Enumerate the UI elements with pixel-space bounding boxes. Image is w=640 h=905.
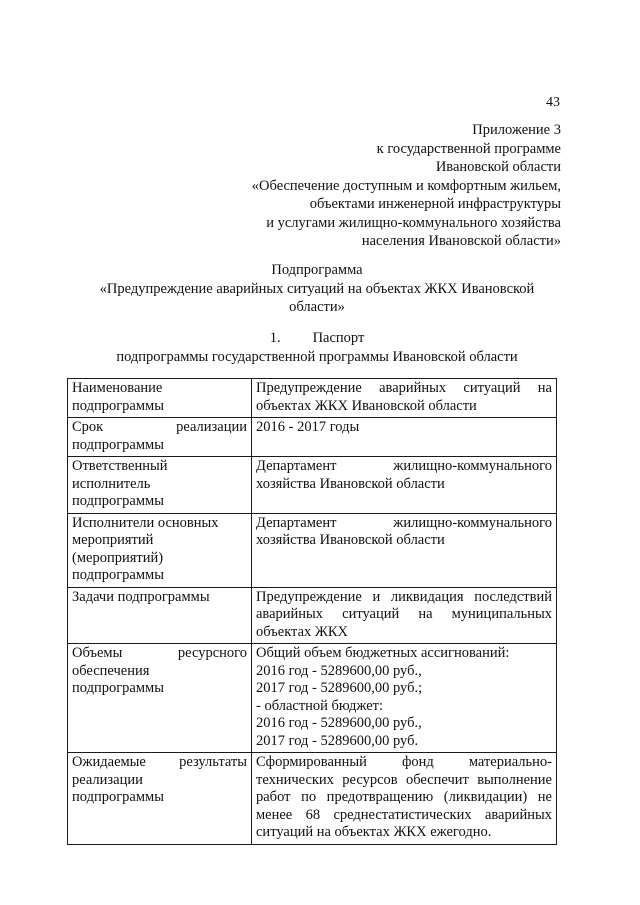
row-value: 2016 - 2017 годы <box>252 418 557 457</box>
table-row <box>68 457 557 514</box>
row-value: Предупреждение и ликвидация последствий аварийных ситуаций на муниципальных объектах ЖКХ <box>252 587 557 644</box>
row-label: Объемы ресурсного обеспечения подпрограммы <box>68 644 252 753</box>
table-row <box>68 513 557 587</box>
appendix-line: и услугами жилищно-коммунального хозяйства <box>266 214 561 231</box>
table-row <box>68 418 557 457</box>
row-label: Наименование подпрограммы <box>68 379 252 418</box>
passport-table <box>67 378 557 845</box>
subprogram-heading: Подпрограмма <box>271 262 363 278</box>
table-row <box>68 644 557 753</box>
passport-heading <box>72 329 562 366</box>
subprogram-title <box>72 261 562 317</box>
table-row <box>68 753 557 845</box>
row-value: Предупреждение аварийных ситуаций на объектах ЖКХ Ивановской области <box>252 379 557 418</box>
section-title: Паспорт <box>312 330 365 346</box>
appendix-line: объектами инженерной инфраструктуры <box>309 196 561 212</box>
row-label: Исполнители основных мероприятий (мероприятий) подпрограммы <box>68 513 252 587</box>
subprogram-title-line: области» <box>289 299 345 315</box>
row-value: Сформированный фонд материально- технических ресурсов обеспечит выполнение работ по предотвращению (ликвидации) не менее 68 среднестатистических аварийных ситуаций на объектах ЖКХ ежегодно. <box>252 753 557 845</box>
row-label: Ответственный исполнитель подпрограммы <box>68 457 252 514</box>
appendix-line: «Обеспечение доступным и комфортным жильем, <box>251 177 561 194</box>
row-value: Общий объем бюджетных ассигнований: 2016 год - 5289600,00 руб., 2017 год - 5289600,00 руб.; - областной бюджет: 2016 год - 5289600,00 руб., 2017 год - 5289600,00 руб. <box>252 644 557 753</box>
table-row <box>68 587 557 644</box>
subprogram-title-line: «Предупреждение аварийных ситуаций на объектах ЖКХ Ивановской <box>99 280 535 297</box>
row-value: Департамент жилищно-коммунального хозяйства Ивановской области <box>252 457 557 514</box>
appendix-header <box>210 121 561 251</box>
appendix-line: населения Ивановской области» <box>361 233 561 249</box>
row-value: Департамент жилищно-коммунального хозяйства Ивановской области <box>252 513 557 587</box>
appendix-line: к государственной программе <box>376 140 561 157</box>
row-label: Ожидаемые результаты реализации подпрограммы <box>68 753 252 845</box>
appendix-line: Приложение 3 <box>472 122 561 138</box>
page-number: 43 <box>546 95 560 110</box>
row-label: Срок реализации подпрограммы <box>68 418 252 457</box>
section-number: 1. <box>269 330 281 346</box>
table-row <box>68 379 557 418</box>
appendix-line: Ивановской области <box>435 159 561 175</box>
row-label: Задачи подпрограммы <box>68 587 252 644</box>
passport-subtitle: подпрограммы государственной программы Ивановской области <box>116 348 518 365</box>
